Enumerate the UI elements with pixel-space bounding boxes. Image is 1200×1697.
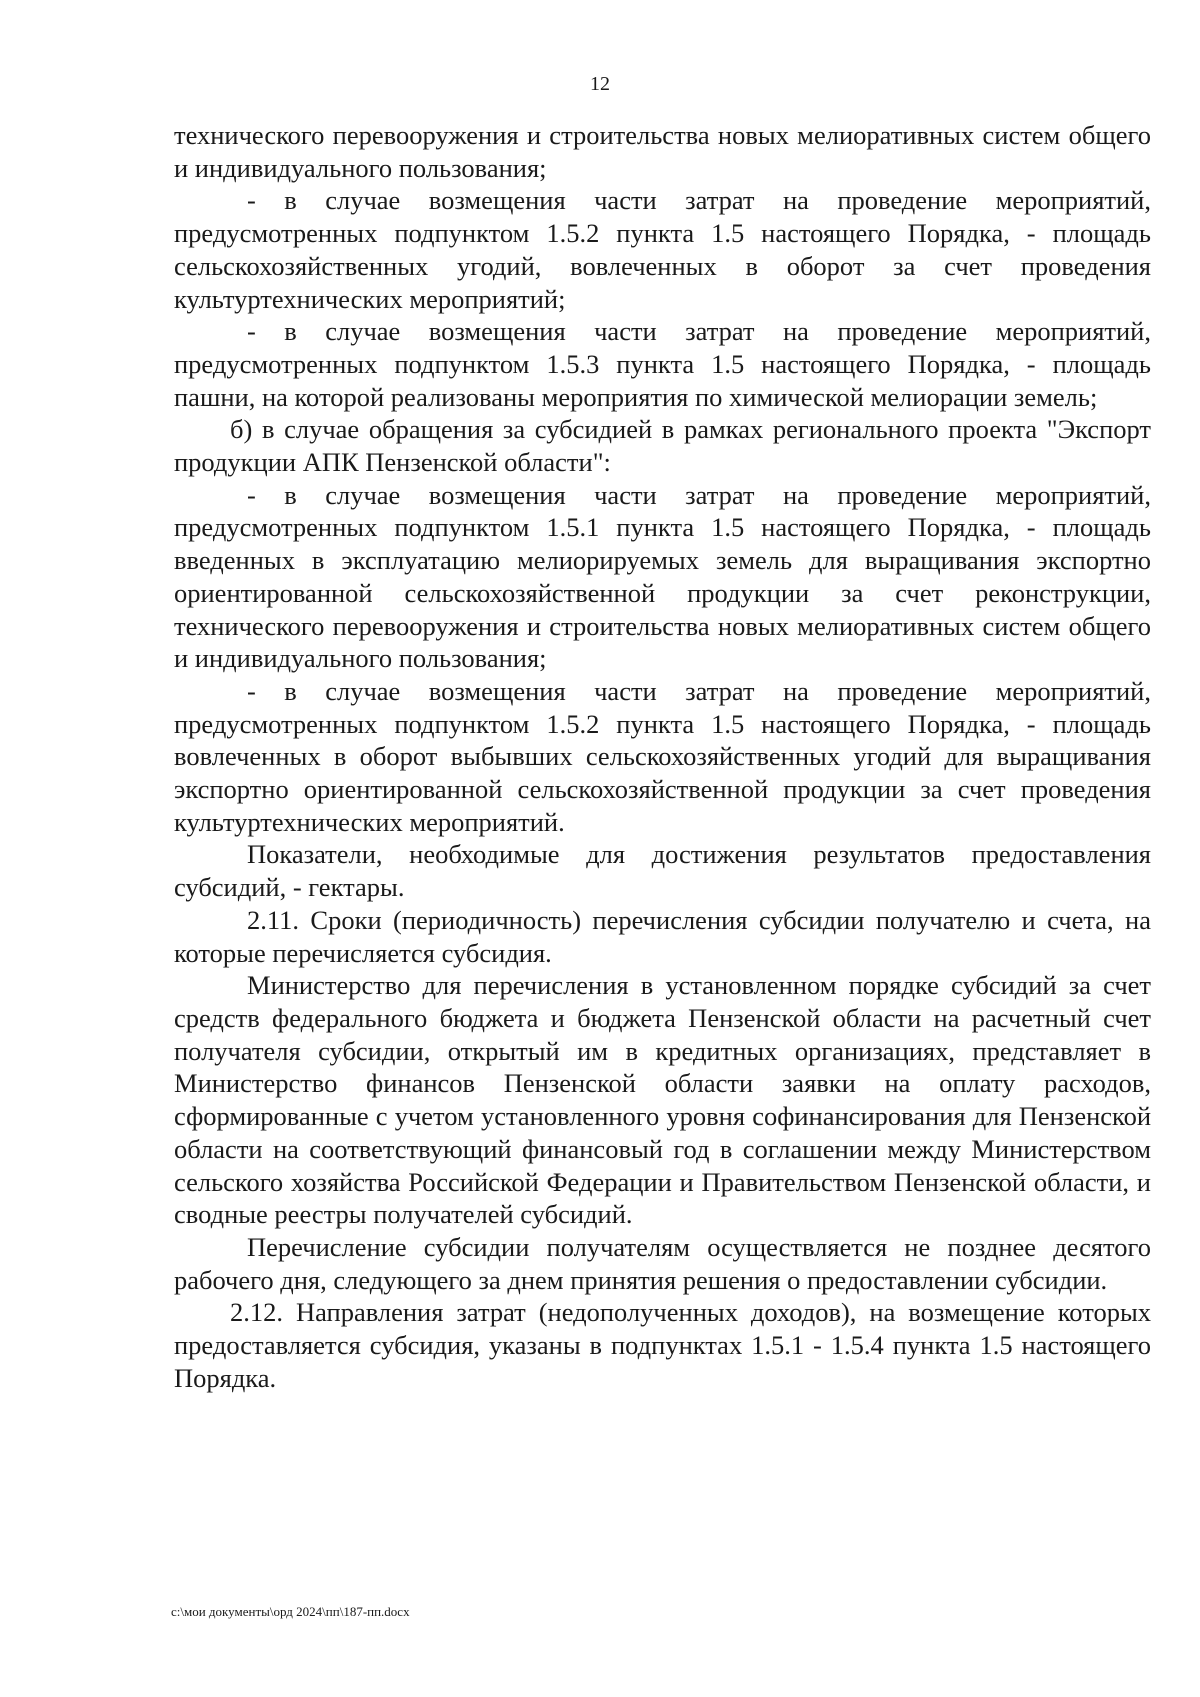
- footer-file-path: c:\мои документы\орд 2024\пп\187-пп.docx: [171, 1604, 410, 1619]
- paragraph-transfer-deadline: Перечисление субсидии получателям осуществляется не позднее десятого рабочего дня, следующего за днем принятия решения о предоставлении субсидии.: [174, 1231, 1151, 1295]
- paragraph-export-1-5-1: - в случае возмещения части затрат на проведение мероприятий, предусмотренных подпунктом 1.5.1 пункта 1.5 настоящего Порядка, - площадь введенных в эксплуатацию мелиорируемых земель для выращивания экспортно ориентированной сельскохозяйственной продукции за счет реконструкции, технического перевооружения и строительства новых мелиоративных систем общего и индивидуального пользования;: [174, 479, 1151, 674]
- page-number: 12: [590, 73, 610, 95]
- paragraph-section-2-12: 2.12. Направления затрат (недополученных доходов), на возмещение которых предоставляется субсидия, указаны в подпунктах 1.5.1 - 1.5.4 пункта 1.5 настоящего Порядка.: [174, 1297, 1151, 1393]
- paragraph-export-1-5-2: - в случае возмещения части затрат на проведение мероприятий, предусмотренных подпунктом 1.5.2 пункта 1.5 настоящего Порядка, - площадь вовлеченных в оборот выбывших сельскохозяйственных угодий для выращивания экспортно ориентированной сельскохозяйственной продукции за счет проведения культуртехнических мероприятий.: [174, 675, 1151, 837]
- paragraph-indicators: Показатели, необходимые для достижения результатов предоставления субсидий, - гектары.: [174, 839, 1151, 903]
- document-body: [174, 119, 1151, 1394]
- paragraph-item-1-5-3: - в случае возмещения части затрат на проведение мероприятий, предусмотренных подпунктом 1.5.3 пункта 1.5 настоящего Порядка, - площадь пашни, на которой реализованы мероприятия по химической мелиорации земель;: [174, 316, 1151, 412]
- paragraph-ministry-transfer: Министерство для перечисления в установленном порядке субсидий за счет средств федерального бюджета и бюджета Пензенской области на расчетный счет получателя субсидии, открытый им в кредитных организациях, представляет в Министерство финансов Пензенской области заявки на оплату расходов, сформированные с учетом установленного уровня софинансирования для Пензенской области на соответствующий финансовый год в соглашении между Министерством сельского хозяйства Российской Федерации и Правительством Пензенской области, и сводные реестры получателей субсидий.: [174, 970, 1151, 1230]
- paragraph-item-1-5-2: - в случае возмещения части затрат на проведение мероприятий, предусмотренных подпунктом 1.5.2 пункта 1.5 настоящего Порядка, - площадь сельскохозяйственных угодий, вовлеченных в оборот за счет проведения культуртехнических мероприятий;: [174, 185, 1151, 314]
- paragraph-subitem-b: б) в случае обращения за субсидией в рамках регионального проекта "Экспорт продукции АПК Пензенской области":: [174, 414, 1151, 478]
- paragraph-continuation: технического перевооружения и строительства новых мелиоративных систем общего и индивидуального пользования;: [174, 120, 1151, 183]
- paragraph-section-2-11: 2.11. Сроки (периодичность) перечисления субсидии получателю и счета, на которые перечисляется субсидия.: [174, 904, 1151, 968]
